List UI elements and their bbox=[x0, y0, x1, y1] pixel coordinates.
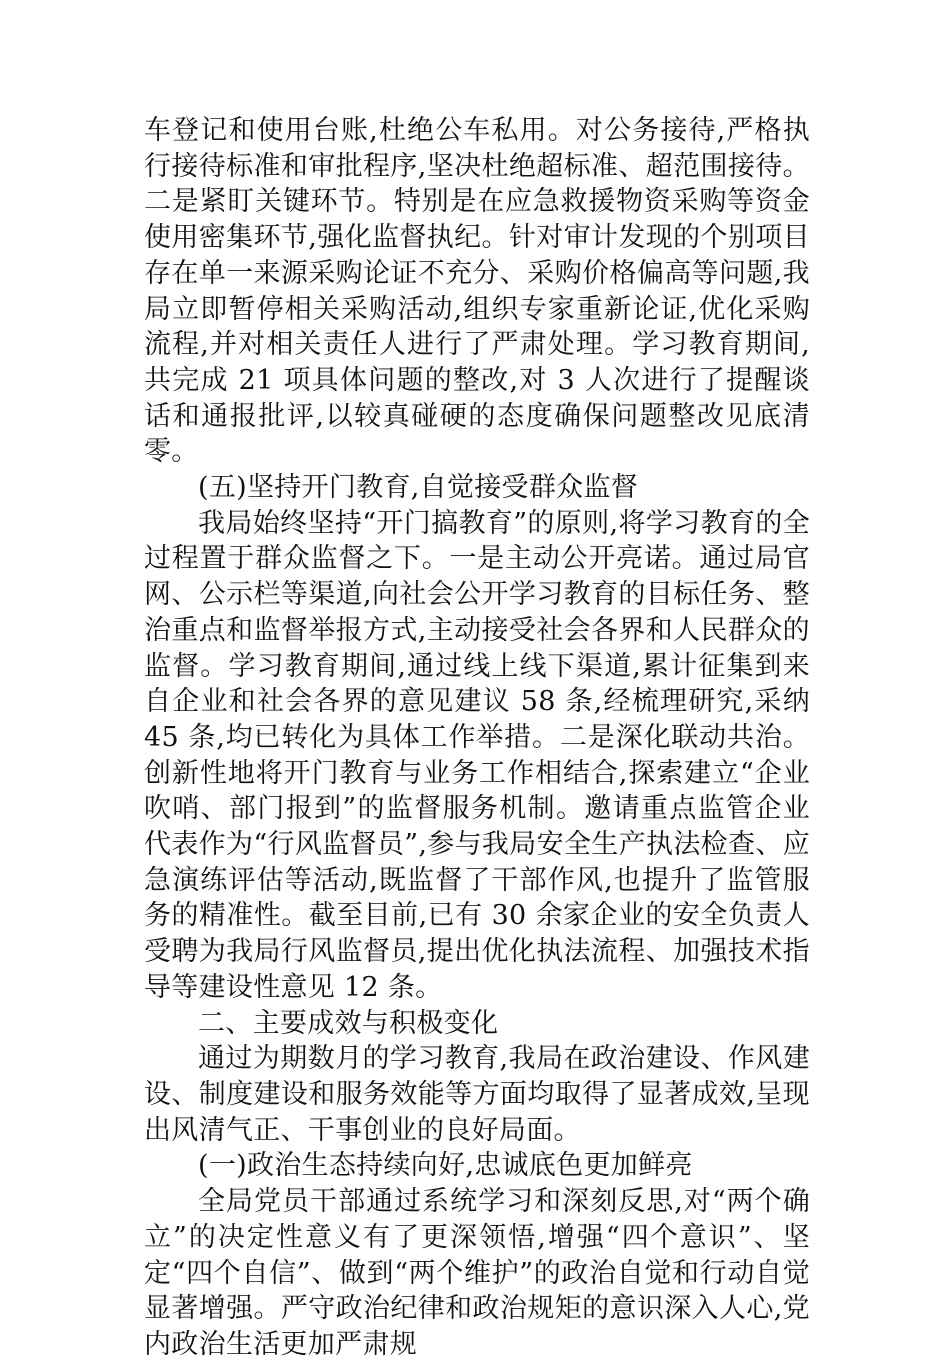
body-paragraph-open-education: 我局始终坚持“开门搞教育”的原则,将学习教育的全过程置于群众监督之下。一是主动公开亮诺。通过局官网、公示栏等渠道,向社会公开学习教育的目标任务、整治重点和监督举报方式,主动接受社会各界和人民群众的监督。学习教育期间,通过线上线下渠道,累计征集到来自企业和社会各界的意见建议 58 条,经梳理研究,采纳 45 条,均已转化为具体工作举措。二是深化联动共治。创新性地将开门教育与业务工作相结合,探索建立“企业吹哨、部门报到”的监督服务机制。邀请重点监管企业代表作为“行风监督员”,参与我局安全生产执法检查、应急演练评估等活动,既监督了干部作风,也提升了监管服务的精准性。截至目前,已有 30 余家企业的安全负责人受聘为我局行风监督员,提出优化执法流程、加强技术指导等建设性意见 12 条。 bbox=[144, 507, 810, 1003]
body-paragraph-continued: 车登记和使用台账,杜绝公车私用。对公务接待,严格执行接待标准和审批程序,坚决杜绝超标准、超范围接待。二是紧盯关键环节。特别是在应急救援物资采购等资金使用密集环节,强化监督执纪。针对审计发现的个别项目存在单一来源采购论证不充分、采购价格偏高等问题,我局立即暂停相关采购活动,组织专家重新论证,优化采购流程,并对相关责任人进行了严肃处理。学习教育期间,共完成 21 项具体问题的整改,对 3 人次进行了提醒谈话和通报批评,以较真碰硬的态度确保问题整改见底清零。 bbox=[144, 115, 810, 468]
body-paragraph-results-intro: 通过为期数月的学习教育,我局在政治建设、作风建设、制度建设和服务效能等方面均取得了显著成效,呈现出风清气正、干事创业的良好局面。 bbox=[144, 1043, 810, 1146]
body-paragraph-political-ecology: 全局党员干部通过系统学习和深刻反思,对“两个确立”的决定性意义有了更深领悟,增强“四个意识”、坚定“四个自信”、做到“两个维护”的政治自觉和行动自觉显著增强。严守政治纪律和政治规矩的意识深入人心,党内政治生活更加严肃规 bbox=[144, 1186, 810, 1360]
section-heading-political-ecology: (一)政治生态持续向好,忠诚底色更加鲜亮 bbox=[198, 1150, 693, 1182]
section-heading-five: (五)坚持开门教育,自觉接受群众监督 bbox=[198, 472, 639, 504]
document-body bbox=[144, 113, 810, 1363]
section-heading-main-results: 二、主要成效与积极变化 bbox=[198, 1007, 499, 1039]
